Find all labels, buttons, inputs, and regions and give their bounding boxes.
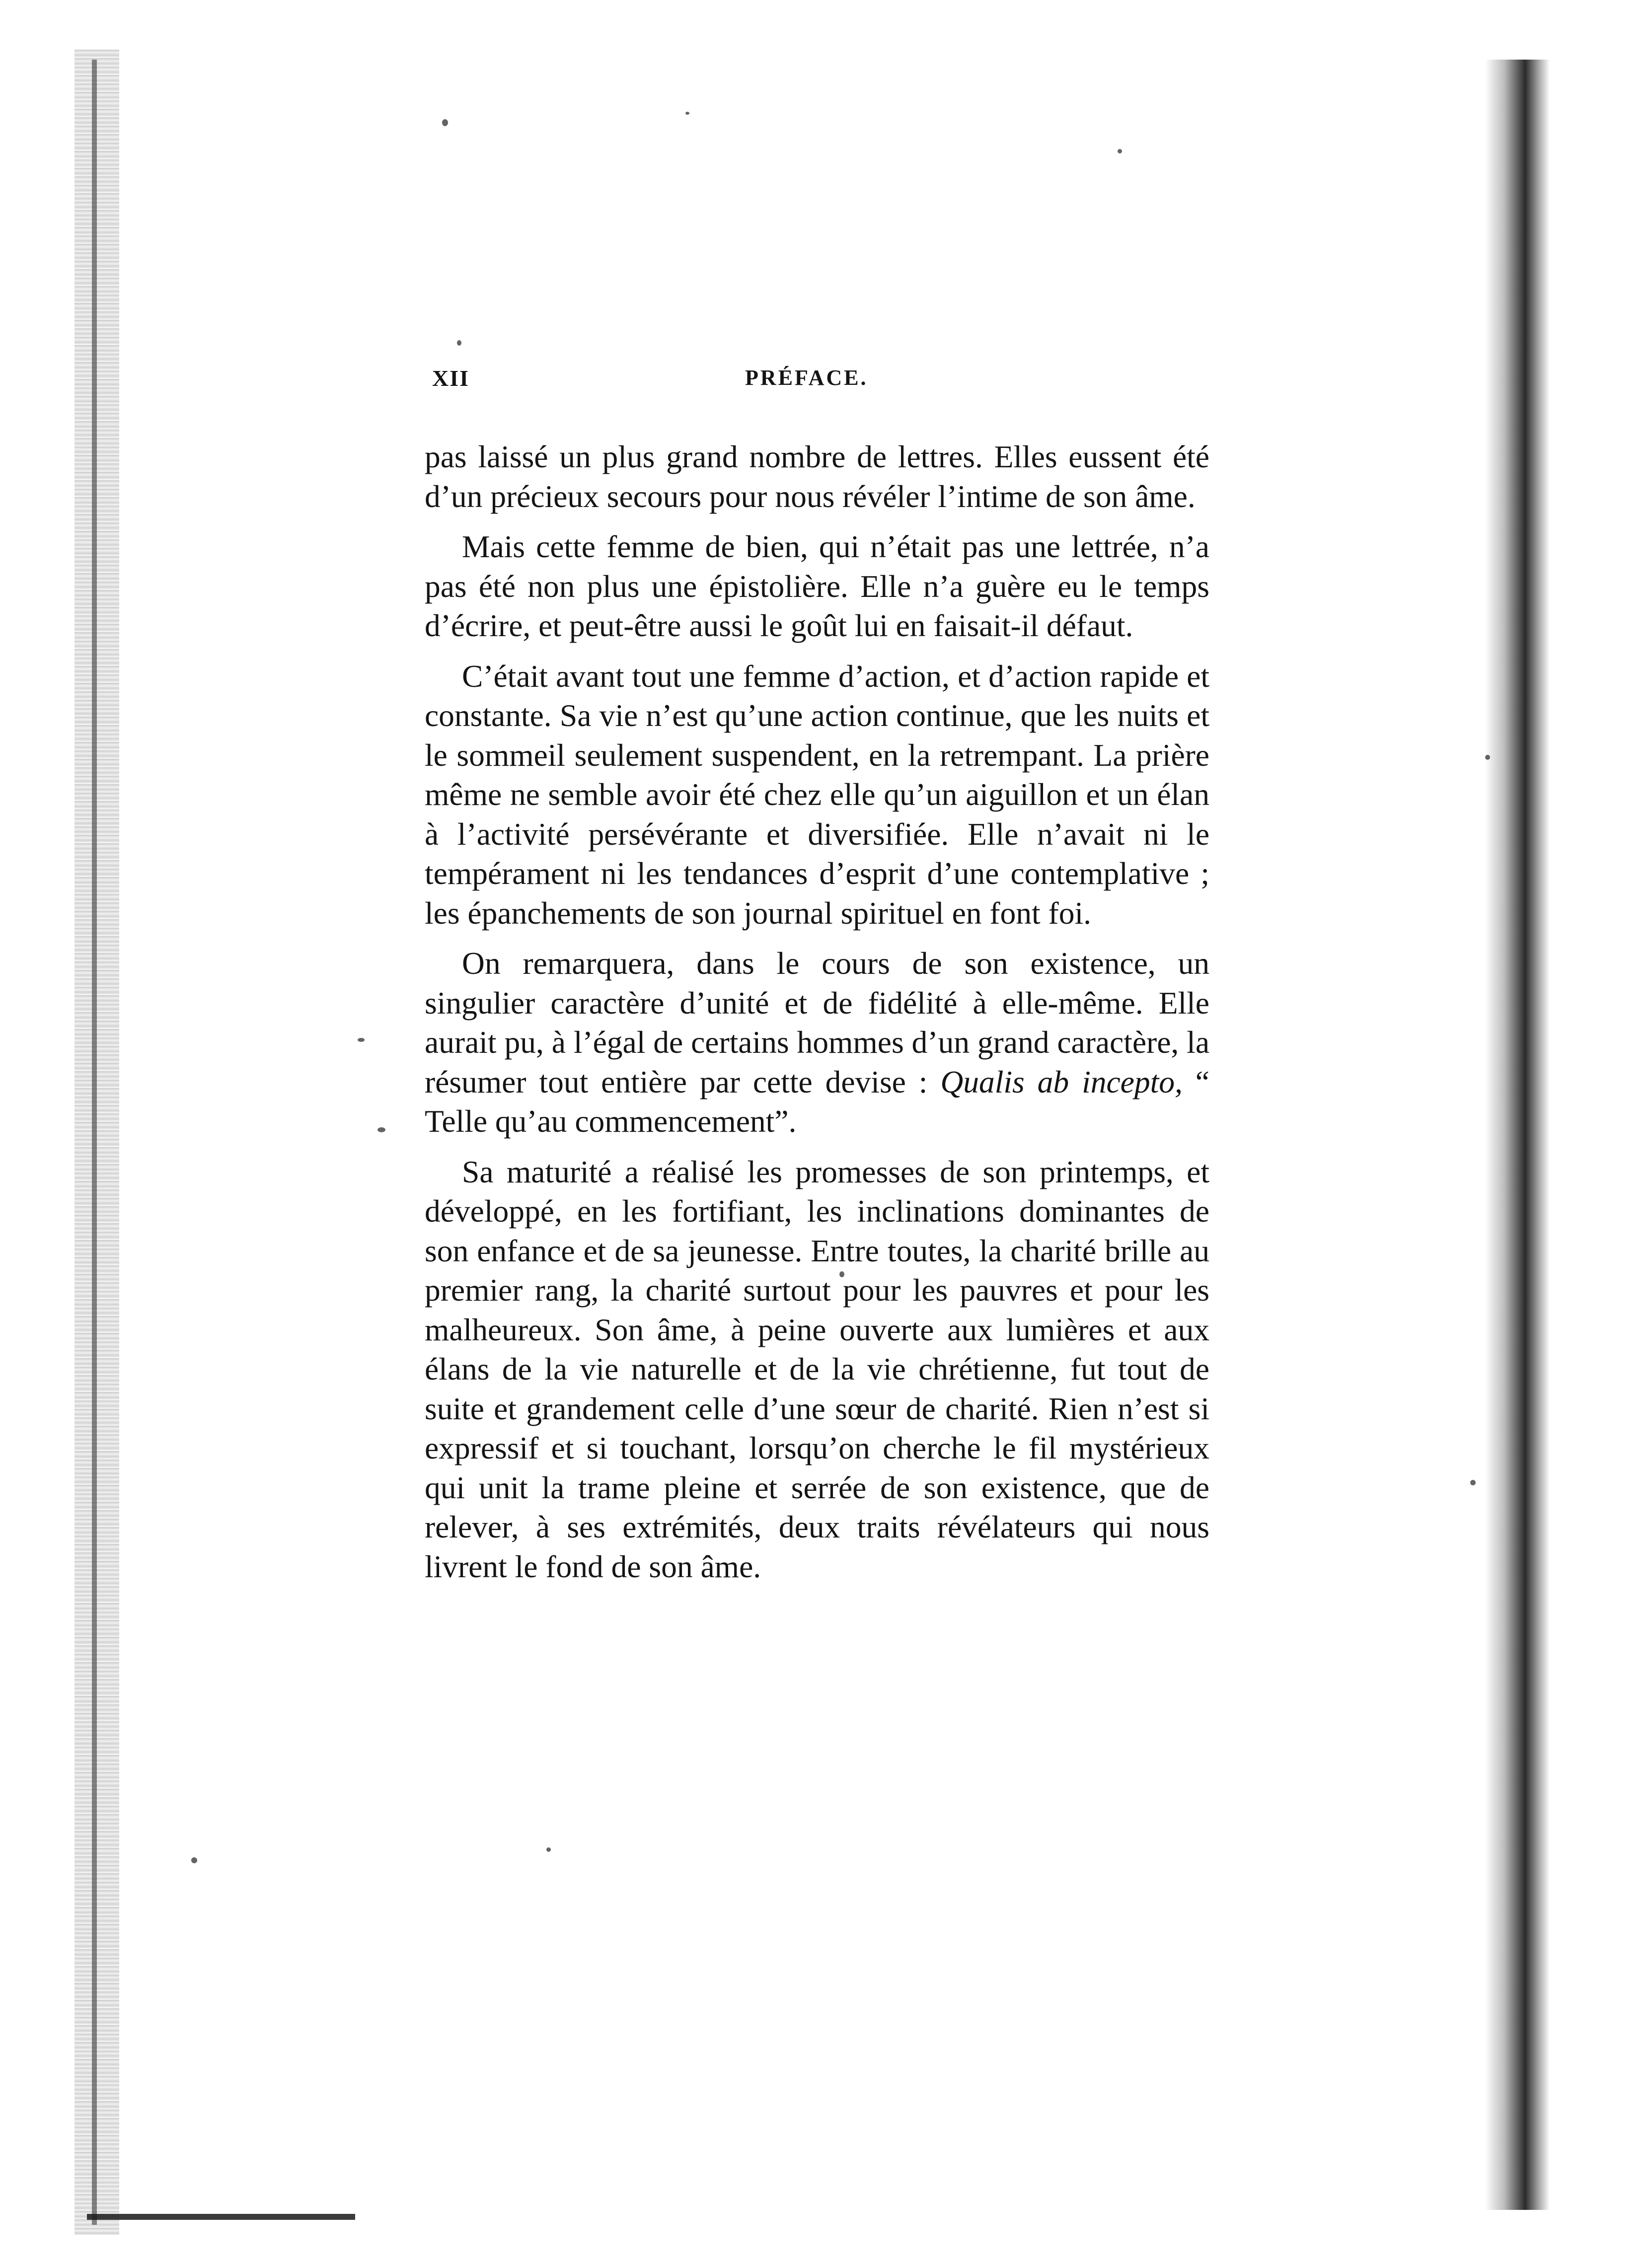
scan-speck: [1485, 755, 1490, 760]
paragraph-3: C’était avant tout une femme d’action, et d’action rapide et constante. Sa vie n’est qu’une action continue, que les nuits et le sommeil seulement suspendent, en la retrempant. La prière même ne semble avoir été chez elle qu’un aiguillon et un élan à l’activité persévérante et diversifiée. Elle n’avait ni le tempérament ni les tendances d’esprit d’une contemplative ; les épanchements de son journal spirituel en font foi.: [425, 658, 1209, 931]
scan-speck: [1118, 149, 1122, 153]
scan-binding-line: [92, 60, 97, 2225]
scan-speck: [191, 1857, 197, 1863]
page-title: PRÉFACE.: [745, 366, 868, 390]
scan-speck: [685, 112, 689, 115]
paragraph-4-text-before: On remarquera, dans le cours de son existence, un singulier caractère d’unité et de fidélité à elle-même. Elle aurait pu, à l’égal de certains hommes d’un grand caractère, la résumer tout entière par cette devise :: [425, 946, 1209, 1099]
page-number: XII: [432, 366, 470, 391]
paragraph-4-text-after: “ Telle qu’au commencement”.: [425, 1064, 1209, 1139]
scan-speck: [442, 119, 448, 126]
scan-speck: [1470, 1480, 1476, 1485]
body-text: [425, 437, 1209, 1597]
scan-bottom-mark: [87, 2214, 355, 2220]
running-head: [432, 365, 1207, 400]
latin-motto: Qualis ab incepto,: [940, 1064, 1183, 1099]
paragraph-1: pas laissé un plus grand nombre de lettres. Elles eussent été d’un précieux secours pour nous révéler l’intime de son âme.: [425, 439, 1209, 514]
paragraph-5: Sa maturité a réalisé les promesses de son printemps, et développé, en les fortifiant, les inclinations dominantes de son enfance et de sa jeunesse. Entre toutes, la charité brille au premier rang, la charité surtout pour les pauvres et pour les malheureux. Son âme, à peine ouverte aux lumières et aux élans de la vie naturelle et de la vie chrétienne, fut tout de suite et grandement celle d’une sœur de charité. Rien n’est si expressif et si touchant, lorsqu’on cherche le fil mystérieux qui unit la trame pleine et serrée de son existence, que de relever, à ses extrémités, deux traits révélateurs qui nous livrent le fond de son âme.: [425, 1154, 1209, 1584]
paragraph-4: [425, 944, 1209, 1141]
scan-speck: [457, 340, 461, 346]
scan-speck: [546, 1847, 551, 1852]
scan-speck: [358, 1038, 365, 1042]
scan-left-edge-shadow: [75, 50, 119, 2235]
paragraph-2: Mais cette femme de bien, qui n’était pas une lettrée, n’a pas été non plus une épistolière. Elle n’a guère eu le temps d’écrire, et peut-être aussi le goût lui en faisait-il défaut.: [425, 529, 1209, 643]
scan-right-edge-shadow: [1485, 60, 1550, 2210]
scan-speck: [377, 1127, 385, 1132]
